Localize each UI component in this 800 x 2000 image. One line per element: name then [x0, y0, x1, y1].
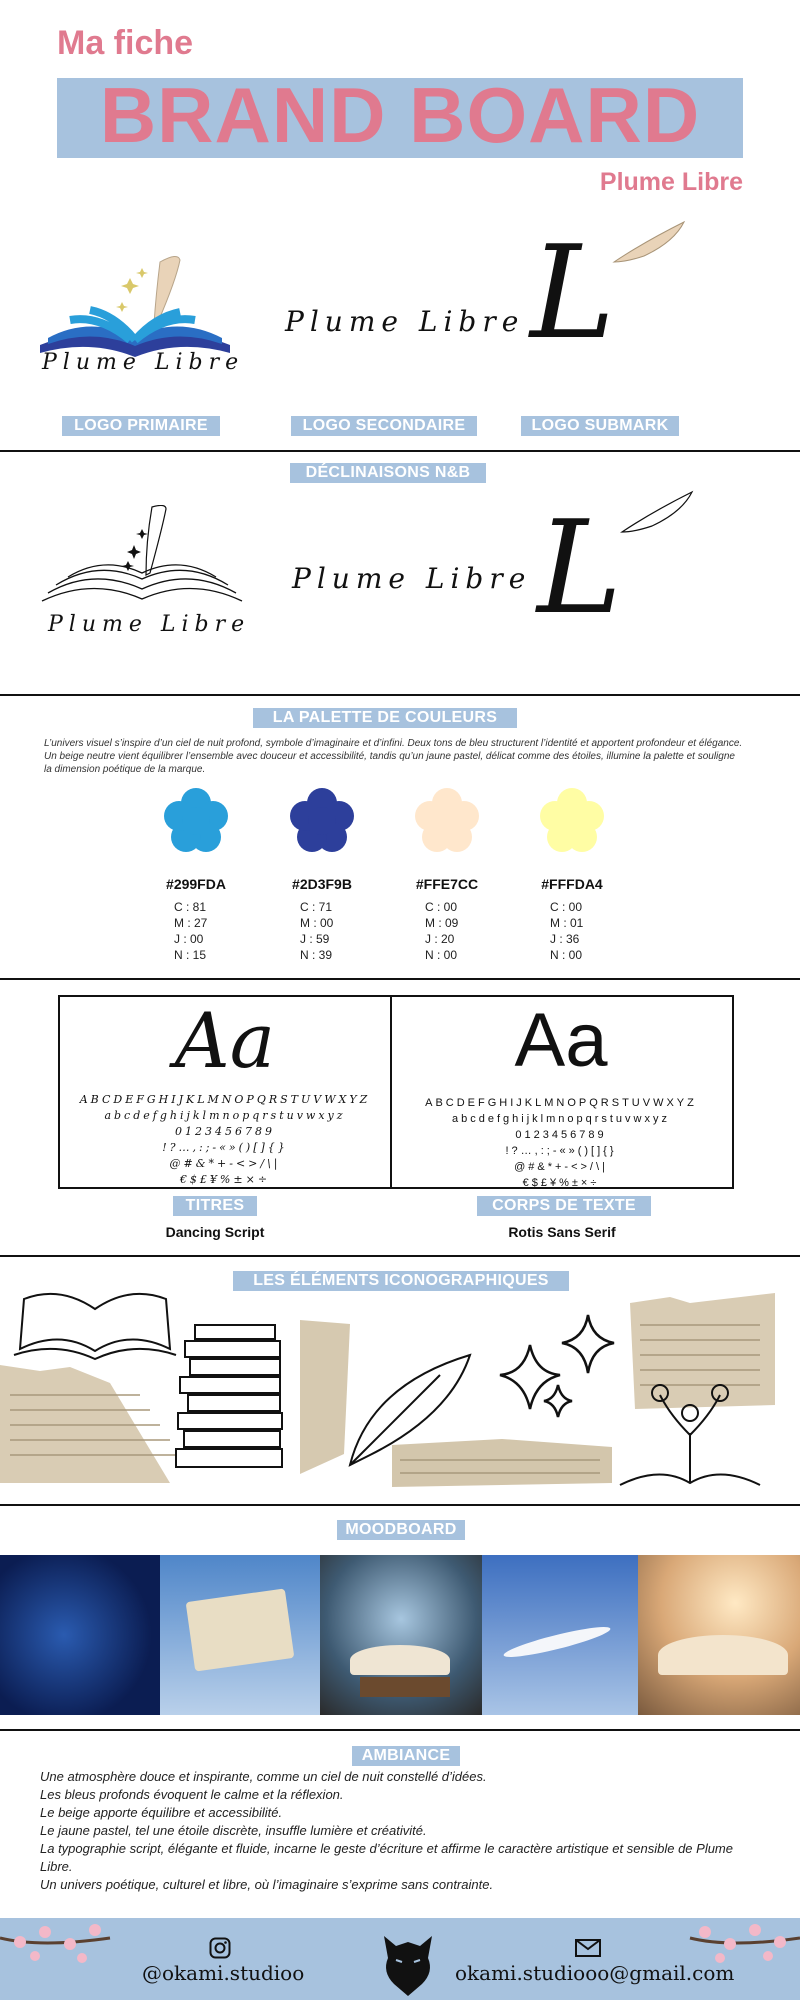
body-font-name: Rotis Sans Serif [508, 1224, 616, 1240]
label-palette: LA PALETTE DE COULEURS [253, 708, 517, 728]
label-ambiance: AMBIANCE [352, 1746, 460, 1766]
primary-logo-bw-wordmark: Plume Libre [48, 612, 251, 637]
color-cmyk-3: C : 00 M : 09 J : 20 N : 00 [425, 900, 459, 962]
secondary-logo: Plume Libre [285, 305, 525, 338]
divider [0, 978, 800, 980]
iconography-collage [0, 1285, 800, 1505]
mood-image-starry-sky [0, 1555, 160, 1715]
mood-image-feather [482, 1555, 638, 1715]
label-titles: TITRES [173, 1196, 257, 1216]
label-submark: LOGO SUBMARK [521, 416, 679, 436]
open-book-icon [14, 1294, 176, 1359]
color-cmyk-2: C : 71 M : 00 J : 59 N : 39 [300, 900, 334, 962]
label-iconography: LES ÉLÉMENTS ICONOGRAPHIQUES [233, 1271, 569, 1291]
color-swatch-2 [286, 785, 358, 857]
torn-paper-1 [0, 1365, 170, 1483]
email-address[interactable]: okami.studiooo@gmail.com [455, 1961, 735, 1985]
mood-image-book-in-sky [160, 1555, 320, 1715]
color-swatch-3 [411, 785, 483, 857]
label-secondary-logo: LOGO SECONDAIRE [291, 416, 477, 436]
sans-sample: Aa [514, 998, 608, 1083]
instagram-icon[interactable] [209, 1937, 231, 1959]
instagram-handle[interactable]: @okami.studioo [142, 1961, 305, 1985]
flower-icon [415, 788, 479, 852]
book-icon [658, 1635, 788, 1675]
subtitle: Ma fiche [57, 24, 194, 62]
label-primary-logo: LOGO PRIMAIRE [62, 416, 220, 436]
page-title: BRAND BOARD [99, 71, 701, 159]
ambiance-text: Une atmosphère douce et inspirante, comme un ciel de nuit constellé d’idées. Les bleus profonds évoquent le calme et la réflexion. Le beige apporte équilibre et accessibilité. Le jaune pastel, tel une étoile discrète, insuffle lumière et créativité. La typographie script, élégante et fluide, incarne le geste d’écriture et affirme le caractère artistique et sensible de Plume Libre. Un univers poétique, culturel et libre, où l’imaginaire s’exprime sans contrainte. [40, 1769, 733, 1892]
primary-logo-bw [38, 505, 248, 615]
color-swatch-4 [536, 785, 608, 857]
secondary-logo-bw: Plume Libre [292, 562, 532, 595]
script-sample: Aa [174, 996, 276, 1085]
torn-paper-3 [392, 1439, 612, 1487]
torn-paper-2 [300, 1320, 350, 1474]
divider [0, 694, 800, 696]
color-hex-3: #FFE7CC [415, 876, 479, 892]
flower-icon [164, 788, 228, 852]
title-font-name: Dancing Script [165, 1224, 265, 1240]
email-icon[interactable] [575, 1939, 601, 1957]
feather-icon [502, 1622, 612, 1662]
script-glyphs: ABCDEFGHIJKLMNOPQRSTUVWXYZ abcdefghijklmnopqrstuvwxyz 0123456789 !?…,:;-«»()[]{} @#&*+-<>/\| €$£¥%±×÷ [79, 1093, 371, 1186]
book-icon [350, 1645, 450, 1675]
sparkles-icon [500, 1315, 614, 1417]
label-moodboard: MOODBOARD [337, 1520, 465, 1540]
book-stack-icon [176, 1325, 282, 1467]
color-hex-1: #299FDA [166, 876, 226, 892]
brand-name: Plume Libre [599, 168, 743, 196]
submark-logo-bw: L [537, 494, 622, 643]
color-hex-2: #2D3F9B [292, 876, 352, 892]
cherry-blossom-left-icon [0, 1918, 120, 1978]
color-cmyk-4: C : 00 M : 01 J : 36 N : 00 [550, 900, 584, 962]
flower-icon [540, 788, 604, 852]
mood-image-open-book [638, 1555, 800, 1715]
feather-bw-icon [618, 488, 698, 538]
divider [0, 1255, 800, 1257]
label-bw-variants: DÉCLINAISONS N&B [290, 463, 486, 483]
divider [0, 1504, 800, 1506]
color-hex-4: #FFFDA4 [541, 876, 603, 892]
book-icon [186, 1588, 295, 1671]
palette-description: L’univers visuel s’inspire d’un ciel de nuit profond, symbole d’imaginaire et d’infini. Deux tons de bleu structurent l’identité et apportent profondeur et élégance. Un beige neutre vient équilibrer l’ensemble avec douceur et accessibilité, tandis qu’un jaune pastel, délicat comme des étoiles, illumine la palette et souligne la dimension poétique de la marque. [44, 738, 743, 775]
color-swatch-1 [160, 785, 232, 857]
divider [0, 450, 800, 452]
wolf-logo-icon [376, 1920, 440, 2000]
primary-logo-wordmark: Plume Libre [42, 350, 245, 375]
color-cmyk-1: C : 81 M : 27 J : 00 N : 15 [174, 900, 208, 962]
flower-icon [290, 788, 354, 852]
submark-logo: L [530, 219, 615, 368]
table-shape [360, 1677, 450, 1697]
mood-image-glowing-book [320, 1555, 482, 1715]
sans-glyphs: ABCDEFGHIJKLMNOPQRSTUVWXYZ abcdefghijklmnopqrstuvwxyz 0123456789 !?…,:;-«»()[]{} @#&*+-<>/\| €$£¥%±×÷ [425, 1097, 697, 1189]
label-body-text: CORPS DE TEXTE [477, 1196, 651, 1216]
feather-icon [610, 218, 690, 268]
divider [0, 1729, 800, 1731]
